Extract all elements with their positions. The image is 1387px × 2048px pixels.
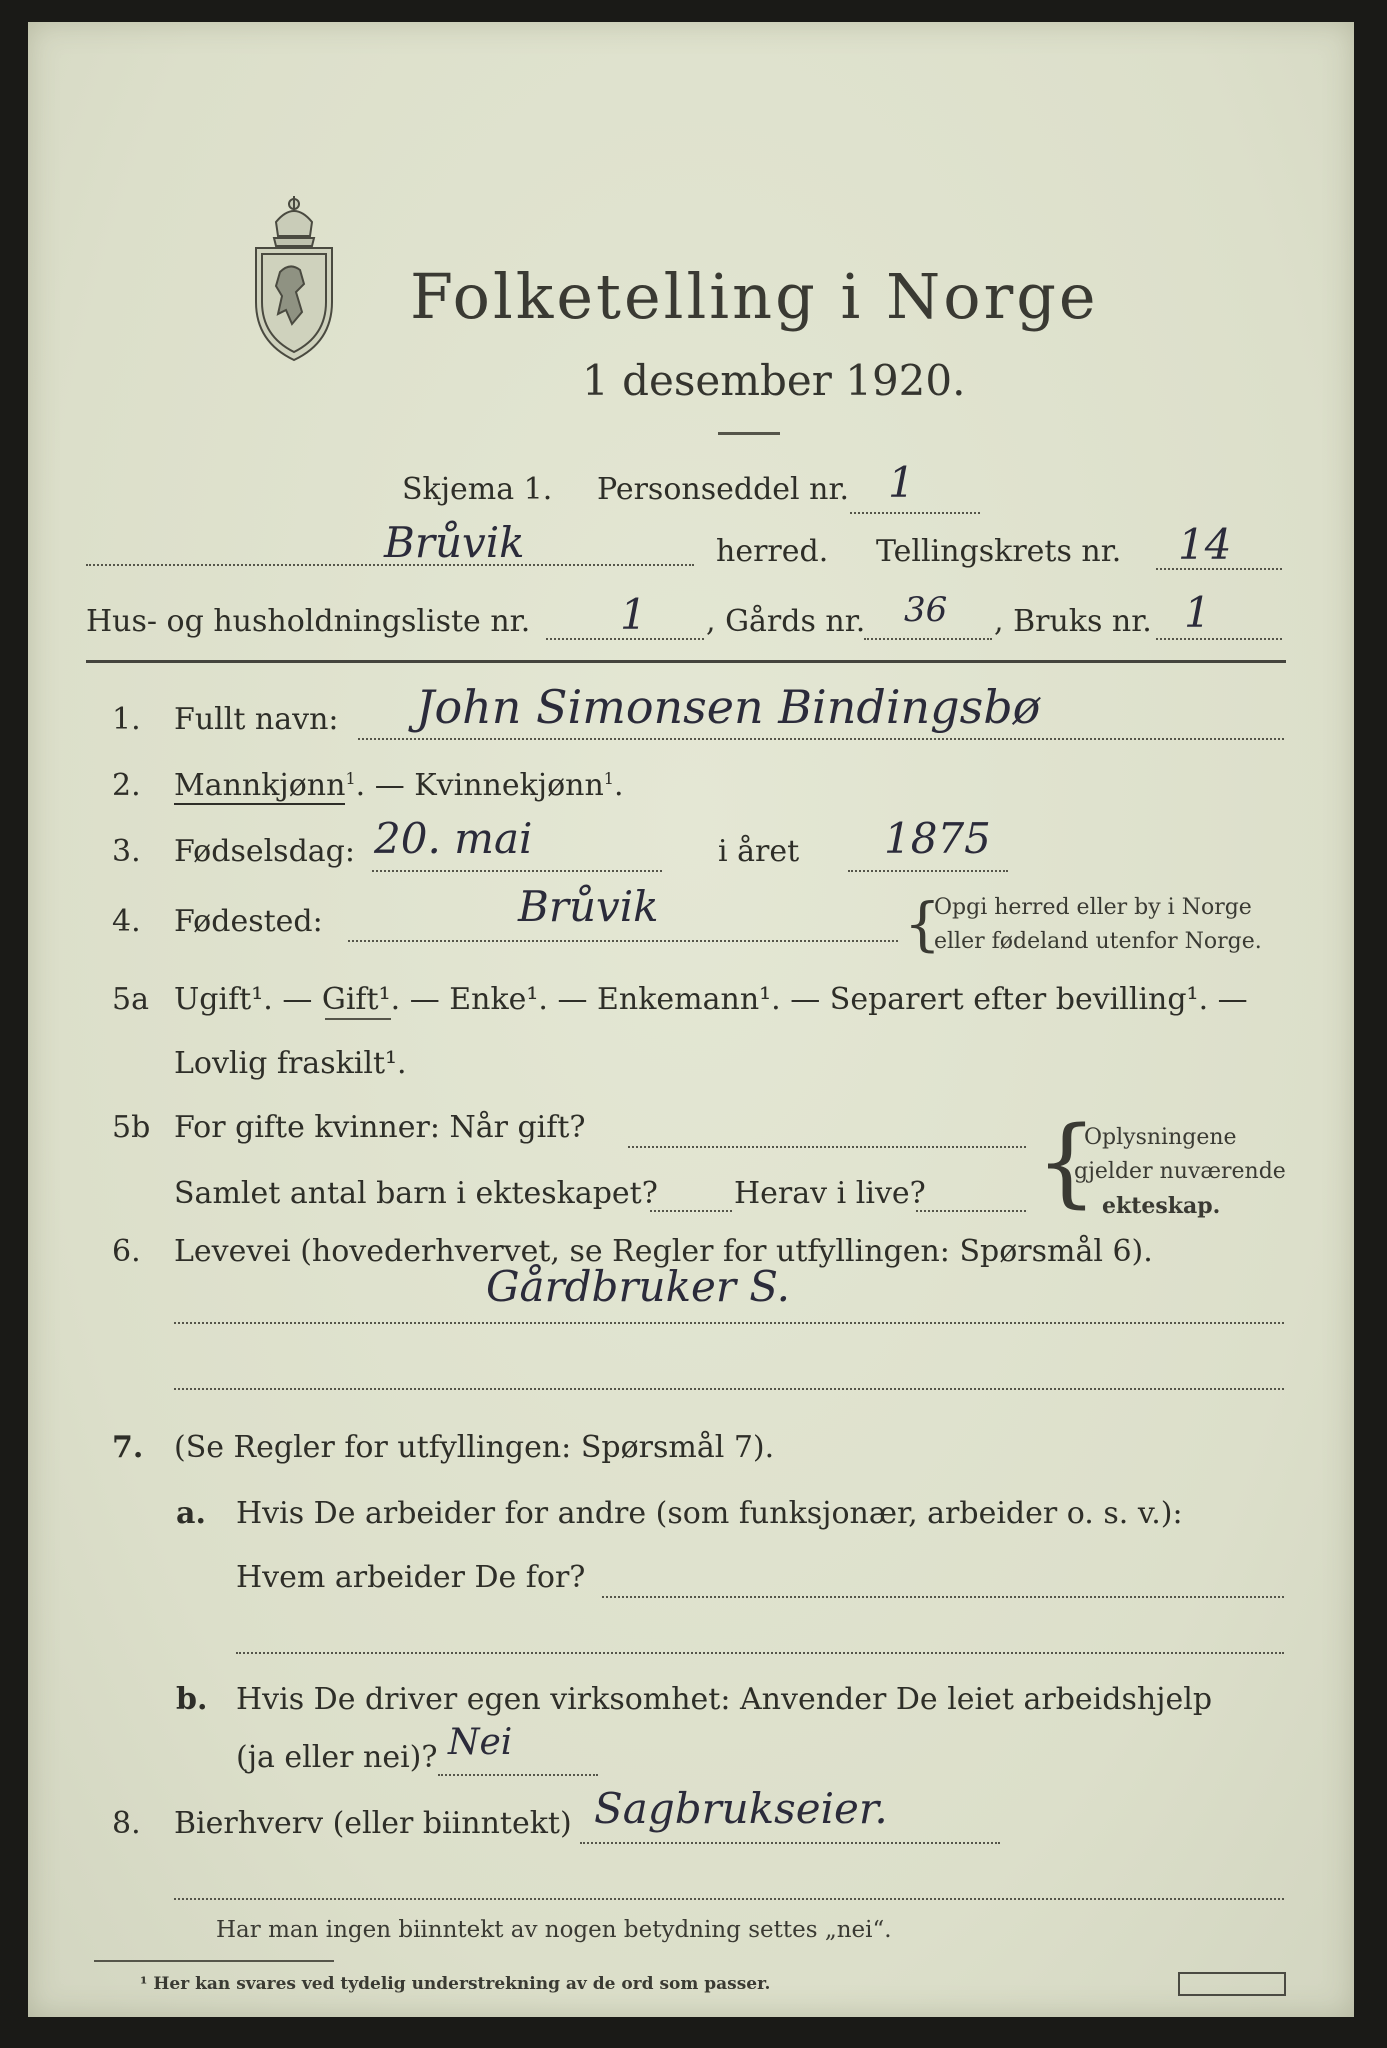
q5b-children-line [650,1210,732,1212]
tellingskrets-value[interactable]: 14 [1178,520,1232,569]
q3-year-label: i året [718,834,800,869]
q8-label: Bierhverv (eller biinntekt) [174,1806,572,1841]
q1-label: Fullt navn: [174,702,339,737]
q2-options [174,768,624,803]
female-footnote-mark: 1 [603,769,614,788]
female-option[interactable]: Kvinnekjønn [414,768,604,803]
q5b-number: 5b [112,1110,151,1145]
q4-label: Fødested: [174,904,323,939]
title-divider [718,432,780,435]
marital-status-divorced[interactable]: Lovlig fraskilt¹. [174,1046,407,1081]
q4-number: 4. [112,904,141,939]
q3-line [372,870,662,872]
q7b-line2: (ja eller nei)? [236,1740,438,1775]
q5b-note3: ekteskap. [1102,1193,1221,1219]
q5a-number: 5a [112,982,149,1017]
q4-brace: { [904,890,941,958]
footnote: ¹ Her kan svares ved tydelig understrekning av de ord som passer. [140,1974,771,1994]
husliste-value[interactable]: 1 [620,590,647,639]
q5b-children-label: Samlet antal barn i ekteskapet? [174,1176,658,1211]
bruks-label: , Bruks nr. [994,604,1152,639]
footer-divider [94,1960,334,1962]
q4-note-line1: Opgi herred eller by i Norge [934,895,1252,920]
birthplace-value[interactable]: Brůvik [518,882,659,931]
marital-status-options[interactable]: Ugift¹. — Gift¹. — Enke¹. — Enkemann¹. — Separert efter bevilling¹. — [174,982,1248,1017]
census-form-page [28,22,1354,2017]
occupation-value[interactable]: Gårdbruker S. [486,1262,790,1311]
q7b-line [438,1774,598,1776]
q7a-line2: Hvem arbeider De for? [236,1560,586,1595]
husliste-label: Hus- og husholdningsliste nr. [86,604,531,639]
q5b-married-line [628,1146,1026,1148]
q7b-line1: Hvis De driver egen virksomhet: Anvender De leiet arbeidshjelp [236,1682,1213,1717]
q8-number: 8. [112,1806,141,1841]
footer-note: Har man ingen biinntekt av nogen betydning settes „nei“. [216,1917,892,1943]
personseddel-line [850,512,980,514]
side-income-value[interactable]: Sagbrukseier. [594,1784,888,1833]
q7a-letter: a. [176,1496,206,1531]
q7-label: (Se Regler for utfyllingen: Spørsmål 7). [174,1430,775,1465]
q8-line2 [174,1898,1284,1900]
census-date: 1 desember 1920. [582,356,966,405]
skjema-label: Skjema 1. [402,472,553,507]
q7a-line1: Hvis De arbeider for andre (som funksjonær, arbeider o. s. v.): [236,1496,1183,1531]
gards-line [864,638,992,640]
personseddel-value[interactable]: 1 [888,458,915,507]
q6-line2 [174,1388,1284,1390]
q2-end: . [613,768,624,803]
q3-number: 3. [112,834,141,869]
gards-value[interactable]: 36 [904,590,948,630]
q2-separator: . — [355,768,415,803]
birth-year-value[interactable]: 1875 [884,814,991,863]
printer-stamp [1178,1972,1286,1996]
male-option[interactable]: Mannkjønn [174,768,346,803]
male-footnote-mark: 1 [345,769,356,788]
gards-label: , Gårds nr. [706,604,866,639]
bruks-value[interactable]: 1 [1184,588,1211,637]
header-separator [86,660,1286,663]
coat-of-arms-icon [246,192,342,364]
q1-number: 1. [112,702,141,737]
q6-label: Levevei (hovederhvervet, se Regler for utfyllingen: Spørsmål 6). [174,1234,1153,1269]
q5b-note2 [1074,1156,1286,1188]
q4-note-line2: eller fødeland utenfor Norge. [934,929,1262,954]
gift-underline [325,1018,391,1020]
tellingskrets-label: Tellingskrets nr. [876,534,1122,569]
herred-label: herred. [716,534,829,569]
q3-label: Fødselsdag: [174,834,355,869]
hired-help-value[interactable]: Nei [448,1722,513,1763]
q7-number: 7. [112,1430,144,1465]
q6-number: 6. [112,1234,141,1269]
q5b-note2-text: gjelder nuværende [1074,1159,1286,1184]
q3-year-line [848,870,1008,872]
q1-line [358,738,1284,740]
q5b-line1: For gifte kvinner: Når gift? [174,1110,586,1145]
q6-line1 [174,1322,1284,1324]
q5b-note1: Oplysningene [1084,1125,1237,1150]
q5b-alive-label: Herav i live? [734,1176,926,1211]
bruks-line [1156,638,1282,640]
q5b-alive-line [916,1210,1026,1212]
birthday-value[interactable]: 20. mai [374,814,533,863]
form-title: Folketelling i Norge [410,260,1099,333]
herred-value[interactable]: Brůvik [384,518,525,567]
q7b-letter: b. [176,1682,208,1717]
q7a-extra-line [236,1652,1284,1654]
q7a-employer-line [602,1596,1284,1598]
q5b-brace: { [1036,1106,1098,1218]
q8-line [580,1842,1000,1844]
q4-line [348,940,898,942]
personseddel-label: Personseddel nr. [597,472,850,507]
q2-number: 2. [112,768,141,803]
full-name-value[interactable]: John Simonsen Bindingsbø [416,680,1041,734]
